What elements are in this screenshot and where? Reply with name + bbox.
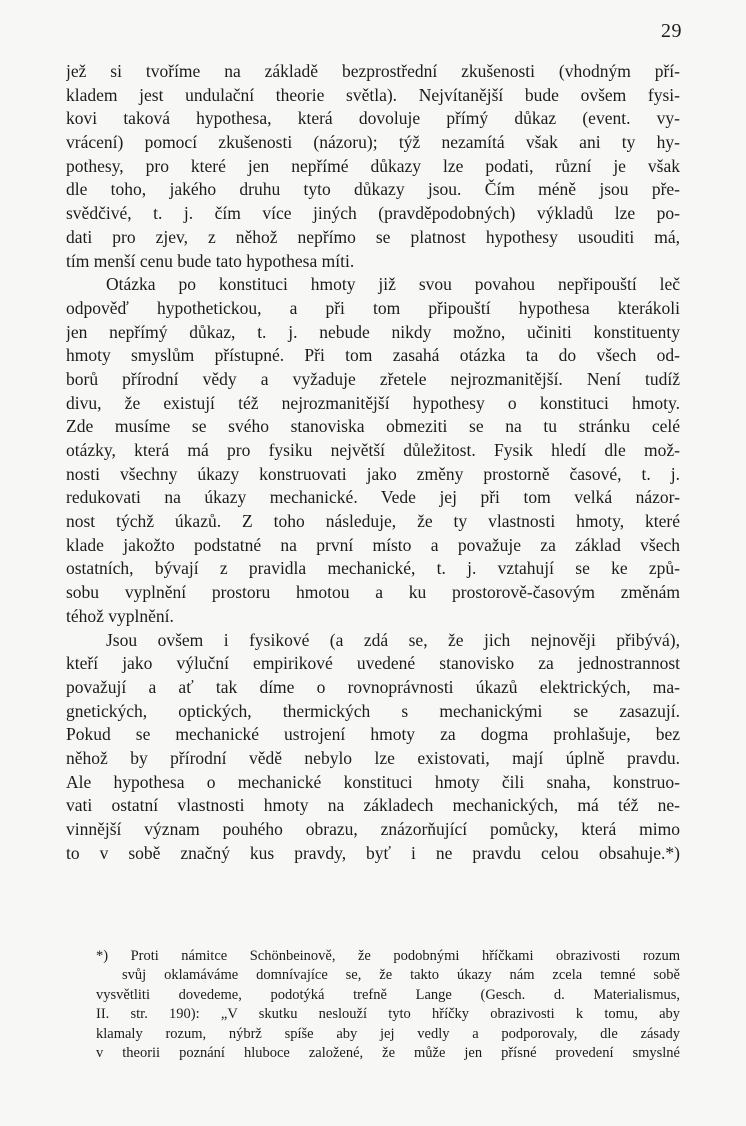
text-line: téhož vyplnění.: [66, 605, 174, 626]
body-text: [66, 60, 680, 865]
text-line: kovi taková hypothesa, která dovoluje přímý důkaz (event. vy-: [66, 108, 680, 129]
text-line: dati pro zjev, z něhož nepřímo se platnost hypothesy usouditi má,: [66, 226, 680, 247]
text-line: považují a ať tak díme o rovnoprávnosti úkazů elektrických, ma-: [66, 676, 680, 697]
text-line: vinnější význam pouhého obrazu, znázorňující pomůcky, která mimo: [66, 819, 680, 839]
text-line: Zde musíme se svého stanoviska obmeziti se na tu stránku celé: [66, 416, 680, 437]
text-line: jež si tvoříme na základě bezprostřední zkušenosti (vhodným pří-: [66, 61, 680, 81]
text-line: sobu vyplnění prostoru hmotou a ku prostorově-časovým změnám: [66, 582, 680, 603]
paragraph: [66, 273, 680, 628]
text-line: tím menší cenu bude tato hypothesa míti.: [66, 250, 355, 271]
footnote-line: v theorii poznání hluboce založené, že může jen přísné provedení smyslné: [96, 1044, 680, 1061]
text-line: něhož by přírodní vědě nebylo lze existovati, mají úplně pravdu.: [66, 747, 680, 768]
footnote-line: *) Proti námitce Schönbeinově, že podobnými hříčkami obrazivosti rozum: [96, 948, 680, 964]
text-line: otázky, která má pro fysiku největší důležitost. Fysik hledí dle mož-: [66, 440, 680, 460]
text-line: dle toho, jakého druhu tyto důkazy jsou. Čím méně jsou pře-: [66, 179, 680, 200]
footnote-line: svůj oklamáváme domnívajíce se, že takto úkazy nám zcela temné sobě: [122, 967, 680, 984]
text-line: borů přírodní vědy a vyžaduje zřetele nejrozmanitější. Není tudíž: [66, 368, 680, 389]
footnote-line: vysvětliti dovedeme, podotýká trefně Lange (Gesch. d. Materialismus,: [96, 986, 680, 1003]
text-line: hmoty smyslům přístupné. Při tom zasahá otázka ta do všech od-: [66, 345, 680, 366]
text-line: Jsou ovšem i fysikové (a zdá se, že jich nejnověji přibývá),: [106, 629, 680, 650]
page-number: 29: [661, 20, 682, 42]
text-line: nosti všechny úkazy konstruovati jako změny prostorně časové, t. j.: [66, 463, 680, 484]
footnote: [96, 947, 680, 1063]
text-line: ostatních, bývají z pravidla mechanické, t. j. vztahují se ke způ-: [66, 558, 680, 579]
text-line: vati ostatní vlastnosti hmoty na základech mechanických, má též ne-: [66, 795, 680, 816]
text-line: kladem jest undulační theorie světla). Nejvítanější bude ovšem fysi-: [66, 84, 680, 105]
text-line: svědčivé, t. j. čím více jiných (pravděpodobných) výkladů lze po-: [66, 203, 680, 224]
text-line: klade jakožto podstatné na první místo a považuje za základ všech: [66, 534, 680, 555]
text-line: nost týchž úkazů. Z toho následuje, že ty vlastnosti hmoty, které: [66, 511, 680, 532]
text-line: divu, že existují též nejrozmanitější hypothesy o konstituci hmoty.: [66, 392, 680, 413]
text-line: Ale hypothesa o mechanické konstituci hmoty čili snaha, konstruo-: [66, 771, 680, 792]
text-line: gnetických, optických, thermických s mechanickými se zasazují.: [66, 700, 680, 721]
text-line: kteří jako výluční empirikové uvedené stanovisko za jednostrannost: [66, 653, 680, 674]
text-line: pothesy, pro které jen nepřímé důkazy lze podati, různí je však: [66, 155, 680, 176]
text-line: jen nepřímý důkaz, t. j. nebude nikdy možno, učiniti konstituenty: [66, 321, 680, 342]
text-line: redukovati na úkazy mechanické. Vede jej při tom velká názor-: [66, 487, 680, 508]
paragraph: [66, 629, 680, 866]
paragraph: [66, 60, 680, 273]
footnote-line: klamaly rozum, nýbrž spíše aby jej vedly a podporovaly, dle zásady: [96, 1025, 680, 1042]
text-line: odpověď hypothetickou, a při tom připouští hypothesa kterákoli: [66, 297, 680, 318]
text-line: Pokud se mechanické ustrojení hmoty za dogma prohlašuje, bez: [66, 724, 680, 745]
text-line: vrácení) pomocí zkušenosti (názoru); týž nezamítá však ani ty hy-: [66, 132, 680, 153]
text-line: to v sobě značný kus pravdy, byť i ne pravdu celou obsahuje.*): [66, 842, 680, 863]
text-line: Otázka po konstituci hmoty již svou povahou nepřipouští leč: [106, 274, 680, 295]
footnote-line: II. str. 190): „V skutku neslouží tyto hříčky obrazivosti k tomu, aby: [96, 1006, 680, 1023]
